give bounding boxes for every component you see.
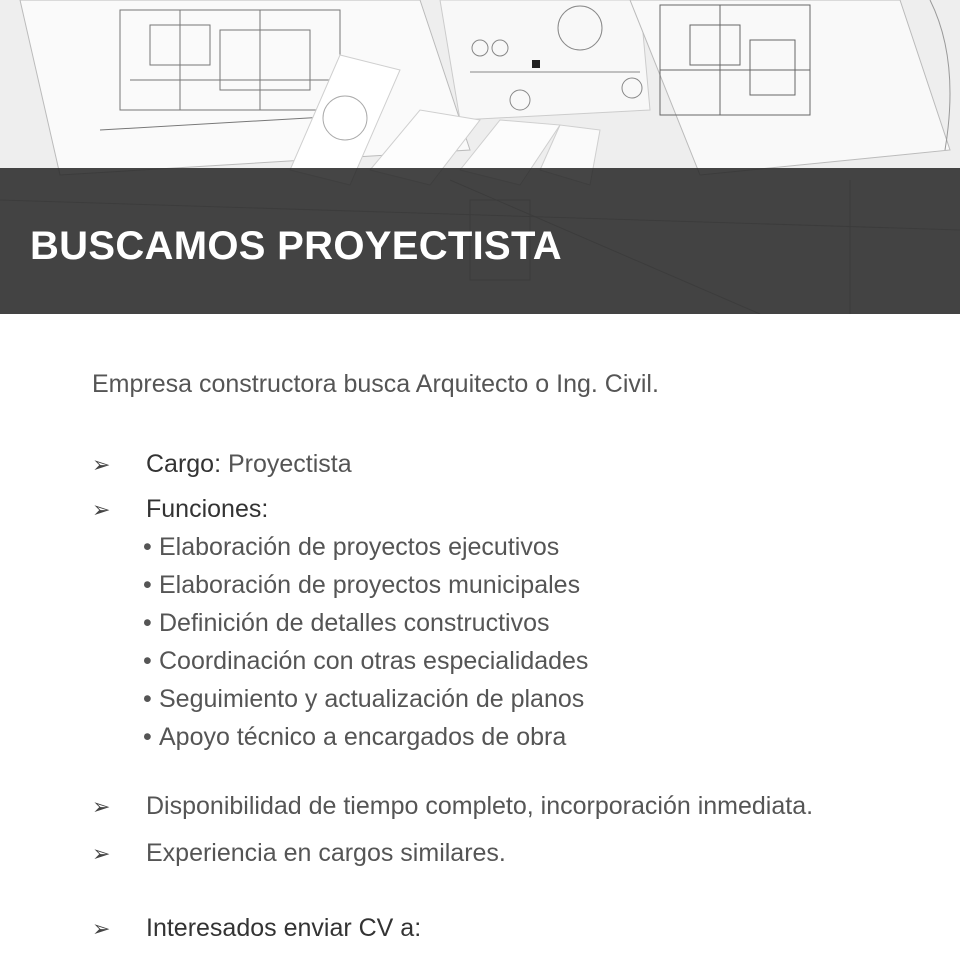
cargo-value: Proyectista bbox=[221, 450, 352, 478]
arrow-bullet-icon: ➢ bbox=[92, 841, 111, 866]
page-title: BUSCAMOS PROYECTISTA bbox=[30, 224, 562, 268]
bullet-dot-icon: • bbox=[143, 571, 152, 599]
bullet-dot-icon: • bbox=[143, 723, 152, 751]
intro-text: Empresa constructora busca Arquitecto o Ing. Civil. bbox=[92, 370, 659, 398]
funcion-item bbox=[143, 567, 580, 603]
disponibilidad-text: Disponibilidad de tiempo completo, incorporación inmediata. bbox=[146, 792, 814, 820]
funcion-text: Seguimiento y actualización de planos bbox=[159, 685, 585, 713]
funciones-label: Funciones: bbox=[146, 495, 269, 523]
funcion-item bbox=[143, 529, 559, 565]
disponibilidad-item bbox=[92, 788, 813, 825]
funciones-item bbox=[92, 491, 268, 528]
funcion-text: Apoyo técnico a encargados de obra bbox=[159, 723, 567, 751]
contacto-label: Interesados enviar CV a: bbox=[146, 914, 422, 942]
header-image bbox=[0, 0, 960, 314]
arrow-bullet-icon: ➢ bbox=[92, 794, 111, 819]
funcion-text: Elaboración de proyectos ejecutivos bbox=[159, 533, 560, 561]
funcion-text: Elaboración de proyectos municipales bbox=[159, 571, 581, 599]
arrow-bullet-icon: ➢ bbox=[92, 497, 111, 522]
arrow-bullet-icon: ➢ bbox=[92, 916, 111, 941]
funcion-item bbox=[143, 719, 566, 755]
cargo-item bbox=[92, 446, 352, 483]
bullet-dot-icon: • bbox=[143, 647, 152, 675]
experiencia-item bbox=[92, 835, 506, 872]
arrow-bullet-icon: ➢ bbox=[92, 452, 111, 477]
experiencia-text: Experiencia en cargos similares. bbox=[146, 839, 506, 867]
funcion-text: Definición de detalles constructivos bbox=[159, 609, 550, 637]
bullet-dot-icon: • bbox=[143, 685, 152, 713]
funcion-item bbox=[143, 643, 588, 679]
bullet-dot-icon: • bbox=[143, 609, 152, 637]
bullet-dot-icon: • bbox=[143, 533, 152, 561]
contacto-item bbox=[92, 910, 421, 947]
job-posting-body bbox=[0, 314, 960, 960]
funcion-item bbox=[143, 605, 549, 641]
funcion-item bbox=[143, 681, 584, 717]
cargo-label: Cargo: bbox=[146, 450, 222, 478]
funcion-text: Coordinación con otras especialidades bbox=[159, 647, 589, 675]
